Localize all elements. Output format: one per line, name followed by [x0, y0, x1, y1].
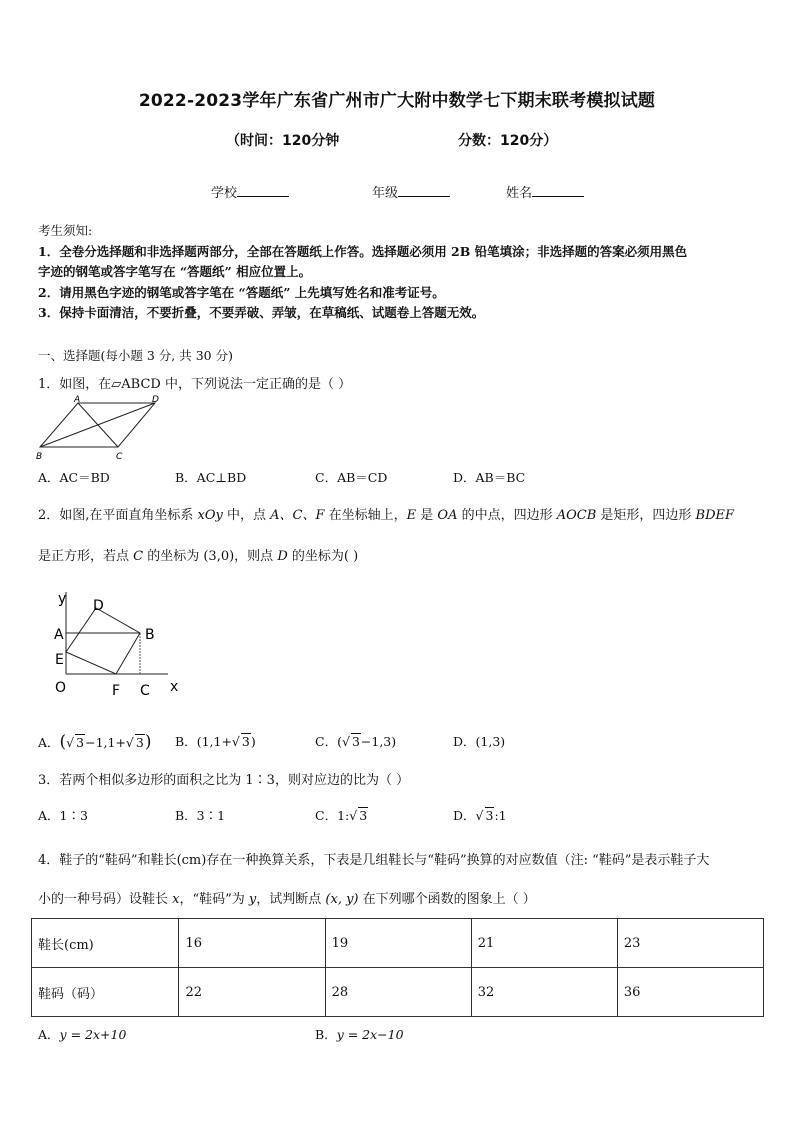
question-1-text: 1．如图，在▱ABCD 中，下列说法一定正确的是（ ） — [38, 377, 352, 392]
school-blank[interactable] — [237, 184, 289, 197]
label-b: B — [145, 627, 155, 643]
coordinate-figure — [50, 586, 190, 700]
shoe-size-table — [31, 918, 764, 1017]
radicand: 3 — [351, 734, 360, 749]
q2-text: 中，点 — [222, 508, 271, 523]
notice-item: 3．保持卡面清洁，不要折叠，不要弄破、弄皱，在草稿纸、试题卷上答题无效。 — [38, 305, 485, 320]
table-cell: 36 — [617, 968, 763, 1017]
option-text: (1,3) — [475, 734, 506, 749]
q4-math: y — [248, 892, 257, 907]
label-a: A — [54, 627, 64, 643]
q1-option-c[interactable]: C．AB＝CD — [315, 470, 388, 485]
q4-text: ，试判断点 — [256, 892, 326, 907]
grade-blank[interactable] — [398, 184, 450, 197]
q4-option-b[interactable] — [315, 1025, 404, 1043]
option-text: ( — [337, 734, 342, 749]
option-prefix: D． — [453, 734, 476, 749]
radicand: 3 — [485, 808, 494, 823]
q3-option-c[interactable]: C．1:√ 3 — [315, 808, 368, 823]
option-prefix: B． — [315, 1027, 337, 1042]
q4-math: (x, y) — [325, 892, 359, 907]
label-e: E — [55, 652, 64, 668]
option-prefix: A． — [38, 1027, 60, 1042]
table-cell: 16 — [179, 919, 325, 968]
label-d: D — [152, 395, 159, 405]
option-text: ) — [250, 734, 256, 749]
q1-option-a[interactable]: A．AC＝BD — [38, 470, 110, 485]
label-y: y — [58, 591, 67, 607]
page-title: 2022-2023学年广东省广州市广大附中数学七下期末联考模拟试题 — [138, 91, 656, 111]
q2-text: 的中点，四边形 — [457, 508, 557, 523]
q2-math: E — [406, 508, 417, 523]
q2-option-b[interactable]: B．(1,1+√ 3) — [175, 734, 256, 749]
name-label: 姓名 — [506, 186, 533, 201]
question-3-text: 3．若两个相似多边形的面积之比为 1∶3，则对应边的比为（ ） — [38, 773, 410, 788]
q2-math: xOy — [197, 508, 223, 523]
question-4-line-2 — [38, 888, 536, 907]
q2-text: 是 — [416, 508, 438, 523]
table-cell: 19 — [325, 919, 471, 968]
q1-option-d[interactable]: D．AB＝BC — [453, 470, 526, 485]
table-cell: 22 — [179, 968, 325, 1017]
table-cell: 21 — [471, 919, 617, 968]
notice-item: 字迹的钢笔或答字笔写在 “答题纸” 相应位置上。 — [38, 264, 312, 279]
option-text: (1,1+ — [196, 734, 232, 749]
paren: ( — [59, 732, 67, 752]
label-b: B — [36, 452, 43, 462]
option-text: C．1: — [315, 808, 350, 823]
q3-option-b[interactable]: B．3∶1 — [175, 808, 226, 823]
label-o: O — [55, 680, 67, 696]
q1-option-b[interactable]: B．AC⊥BD — [175, 470, 247, 485]
option-text: −1,3) — [360, 734, 397, 749]
name-field[interactable] — [506, 182, 584, 201]
option-text: −1,1+ — [85, 735, 126, 750]
label-c: C — [140, 683, 150, 699]
section-heading: 一、选择题(每小题 3 分, 共 30 分) — [38, 348, 233, 363]
q2-math: OA — [437, 508, 458, 523]
option-prefix: C． — [315, 734, 338, 749]
notice-heading: 考生须知: — [38, 223, 93, 238]
table-cell: 鞋码（码） — [32, 968, 179, 1017]
q2-text: 的坐标为( ) — [287, 549, 359, 564]
question-2-line-1 — [38, 504, 734, 523]
table-cell: 鞋长(cm) — [32, 919, 179, 968]
option-text: D． — [453, 808, 476, 823]
table-cell: 28 — [325, 968, 471, 1017]
q3-option-a[interactable]: A．1∶3 — [38, 808, 88, 823]
q2-text: 是正方形，若点 — [38, 549, 134, 564]
q2-text: 的坐标为 (3,0)，则点 — [143, 549, 278, 564]
table-cell: 23 — [617, 919, 763, 968]
label-f: F — [112, 683, 121, 699]
option-formula: y = 2x+10 — [59, 1027, 127, 1042]
q3-option-d[interactable]: D．√ 3:1 — [453, 808, 507, 823]
question-2-line-2 — [38, 545, 358, 564]
q2-math: A、C、F — [270, 508, 325, 523]
option-text: :1 — [494, 808, 507, 823]
paren: ) — [144, 732, 152, 752]
q4-math: x — [172, 892, 180, 907]
label-d: D — [93, 598, 104, 614]
q2-math: C — [133, 549, 144, 564]
q2-math: D — [277, 549, 288, 564]
option-prefix: B． — [175, 734, 197, 749]
q4-text: 小的一种号码）设鞋长 — [38, 892, 173, 907]
table-row — [32, 968, 764, 1017]
q2-option-c[interactable]: C．(√ 3−1,3) — [315, 734, 397, 749]
question-4-line-1: 4．鞋子的“鞋码”和鞋长(cm)存在一种换算关系，下表是几组鞋长与“鞋码”换算的对应数值（注: “鞋码”是表示鞋子大 — [38, 853, 710, 868]
notice-item: 2．请用黑色字迹的钢笔或答字笔在 “答题纸” 上先填写姓名和准考证号。 — [38, 285, 445, 300]
q4-option-a[interactable] — [38, 1025, 126, 1043]
q2-text: 2．如图,在平面直角坐标系 — [38, 508, 198, 523]
label-x: x — [170, 679, 179, 695]
square-bdef — [66, 608, 140, 674]
radicand: 3 — [241, 734, 250, 749]
q4-text: ，“鞋码”为 — [179, 892, 249, 907]
school-field[interactable] — [211, 182, 289, 201]
table-cell: 32 — [471, 968, 617, 1017]
option-formula: y = 2x−10 — [336, 1027, 404, 1042]
radicand: 3 — [359, 808, 368, 823]
radicand: 3 — [76, 735, 85, 750]
grade-label: 年级 — [372, 186, 399, 201]
parallelogram-figure — [30, 394, 170, 462]
diagonal-bd — [40, 403, 155, 447]
exam-time: （时间：120分钟 — [226, 133, 340, 149]
option-prefix: A． — [38, 735, 60, 750]
q2-text: 在坐标轴上， — [324, 508, 407, 523]
name-blank[interactable] — [532, 184, 584, 197]
q2-math: BDEF — [695, 508, 735, 523]
grade-field[interactable] — [372, 182, 450, 201]
q2-math: AOCB — [556, 508, 597, 523]
label-a: A — [74, 395, 81, 405]
notice-item: 1．全卷分选择题和非选择题两部分，全部在答题纸上作答。选择题必须用 2B 铅笔填涂；非选择题的答案必须用黑色 — [38, 244, 688, 259]
school-label: 学校 — [211, 186, 238, 201]
label-c: C — [116, 452, 123, 462]
q4-text: 在下列哪个函数的图象上（ ） — [358, 892, 536, 907]
q2-option-d[interactable] — [453, 732, 505, 750]
q2-text: 是矩形，四边形 — [596, 508, 696, 523]
table-row — [32, 919, 764, 968]
exam-score: 分数：120分） — [458, 133, 558, 149]
radicand: 3 — [135, 735, 144, 750]
q2-option-a[interactable]: A．(√ 3−1,1+√ 3) — [38, 732, 152, 752]
